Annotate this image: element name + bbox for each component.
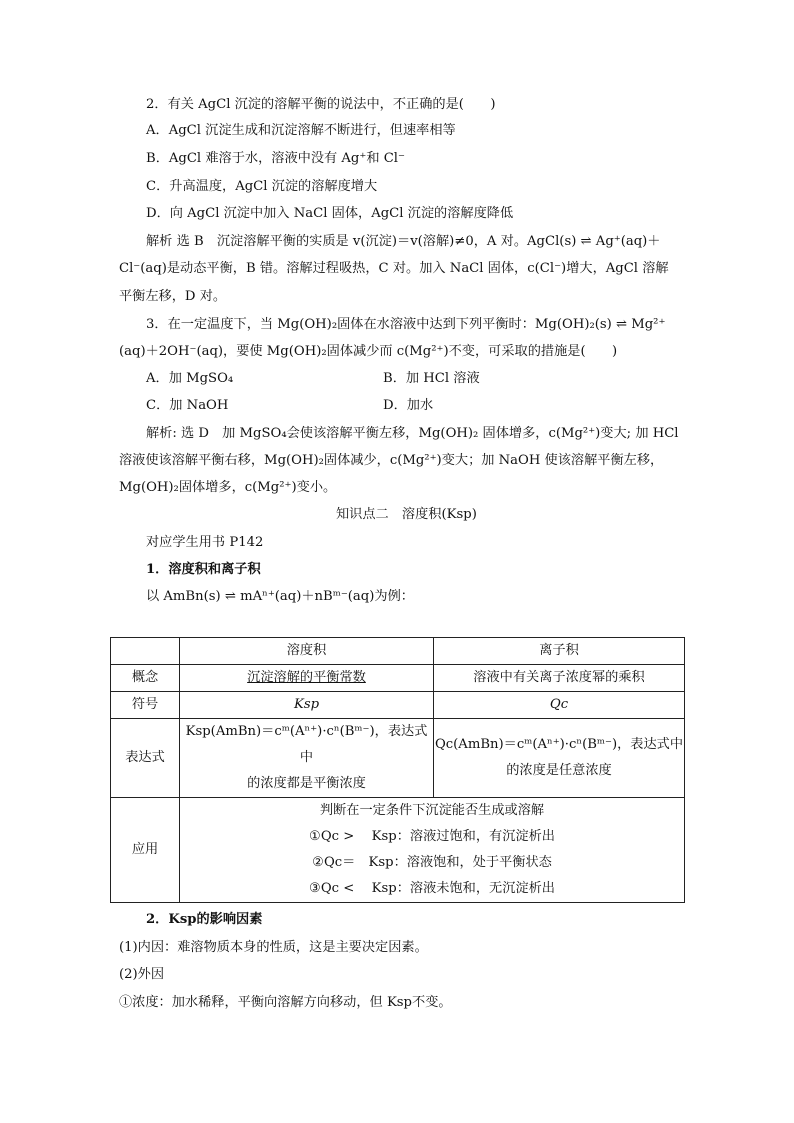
table-row-concept	[111, 665, 685, 692]
row-label-expression: 表达式	[111, 719, 180, 798]
q3-option-b: B．加 HCl 溶液	[383, 371, 480, 386]
q3-stem-line-2: (aq)＋2OH⁻(aq)，要使 Mg(OH)₂固体减少而 c(Mg²⁺)不变，可采取的措施是( )	[119, 344, 618, 359]
q2-analysis-line-2: Cl⁻(aq)是动态平衡，B 错。溶解过程吸热，C 对。加入 NaCl 固体，c(Cl⁻)增大，AgCl 溶解	[119, 261, 669, 276]
section-title: 知识点二 溶度积(Ksp)	[336, 507, 477, 522]
section-example: 以 AmBn(s) ⇌ mAⁿ⁺(aq)＋nBᵐ⁻(aq)为例：	[146, 589, 414, 604]
q3-option-d: D．加水	[383, 398, 434, 413]
application-line-1: 判断在一定条件下沉淀能否生成或溶解	[319, 803, 545, 818]
table-row-application	[111, 798, 685, 903]
q2-option-d: D．向 AgCl 沉淀中加入 NaCl 固体，AgCl 沉淀的溶解度降低	[146, 206, 514, 221]
ksp-expression-line-2: 的浓度都是平衡浓度	[247, 776, 366, 791]
ksp-concept: 沉淀溶解的平衡常数	[247, 670, 366, 685]
table-row-symbol	[111, 692, 685, 719]
q2-analysis-line-3: 平衡左移，D 对。	[119, 289, 227, 304]
table-row-expression	[111, 719, 685, 798]
section-subheading-1: 1．溶度积和离子积	[146, 562, 261, 577]
ksp-comparison-table	[110, 637, 685, 903]
q3-analysis-line-1: 解析: 选 D 加 MgSO₄会使该溶解平衡左移，Mg(OH)₂ 固体增多，c(Mg²⁺)变大; 加 HCl	[146, 426, 679, 441]
row-label-symbol: 符号	[111, 692, 180, 719]
ksp-expression-line-1: Ksp(AmBn)＝cᵐ(Aⁿ⁺)·cⁿ(Bᵐ⁻)，表达式中	[185, 724, 428, 765]
qc-symbol: Qc	[434, 692, 685, 719]
factors-outer: (2)外因	[119, 967, 165, 982]
qc-expression-cell	[434, 719, 685, 798]
row-label-concept: 概念	[111, 665, 180, 692]
section-ref: 对应学生用书 P142	[146, 535, 264, 550]
table-header-qc: 离子积	[434, 638, 685, 665]
q3-option-c: C．加 NaOH	[146, 398, 229, 413]
q2-option-a: A．AgCl 沉淀生成和沉淀溶解不断进行，但速率相等	[146, 123, 456, 138]
table-header-row	[111, 638, 685, 665]
ksp-symbol: Ksp	[180, 692, 434, 719]
factors-title: 2．Ksp的影响因素	[146, 912, 263, 927]
application-line-3: ②Qc＝ Ksp：溶液饱和，处于平衡状态	[312, 855, 552, 870]
q3-analysis-line-2: 溶液使该溶解平衡右移，Mg(OH)₂固体减少，c(Mg²⁺)变大；加 NaOH 使该溶解平衡左移，	[119, 453, 664, 468]
table-header-ksp: 溶度积	[180, 638, 434, 665]
application-line-2: ①Qc > Ksp：溶液过饱和，有沉淀析出	[309, 829, 555, 844]
row-label-application: 应用	[111, 798, 180, 903]
q3-stem-line-1: 3．在一定温度下，当 Mg(OH)₂固体在水溶液中达到下列平衡时：Mg(OH)₂(s) ⇌ Mg²⁺	[146, 317, 666, 332]
qc-expression-line-2: 的浓度是任意浓度	[506, 763, 612, 778]
factors-concentration: ①浓度：加水稀释，平衡向溶解方向移动，但 Ksp不变。	[119, 995, 452, 1010]
ksp-expression-cell	[180, 719, 434, 798]
q3-option-a: A．加 MgSO₄	[146, 371, 234, 386]
q2-option-b: B．AgCl 难溶于水，溶液中没有 Ag⁺和 Cl⁻	[146, 151, 405, 166]
application-cell	[180, 798, 685, 903]
q2-analysis-line-1: 解析 选 B 沉淀溶解平衡的实质是 v(沉淀)＝v(溶解)≠0，A 对。AgCl(s) ⇌ Ag⁺(aq)＋	[146, 234, 661, 249]
factors-inner: (1)内因：难溶物质本身的性质，这是主要决定因素。	[119, 940, 428, 955]
application-line-4: ③Qc < Ksp：溶液未饱和，无沉淀析出	[309, 881, 555, 896]
qc-expression-line-1: Qc(AmBn)＝cᵐ(Aⁿ⁺)·cⁿ(Bᵐ⁻)，表达式中	[434, 737, 684, 752]
q2-stem: 2．有关 AgCl 沉淀的溶解平衡的说法中，不正确的是( )	[146, 97, 496, 112]
qc-concept: 溶液中有关离子浓度幂的乘积	[434, 665, 685, 692]
q2-option-c: C．升高温度，AgCl 沉淀的溶解度增大	[146, 179, 378, 194]
table-header-empty	[111, 638, 180, 665]
q3-analysis-line-3: Mg(OH)₂固体增多，c(Mg²⁺)变小。	[119, 480, 337, 495]
